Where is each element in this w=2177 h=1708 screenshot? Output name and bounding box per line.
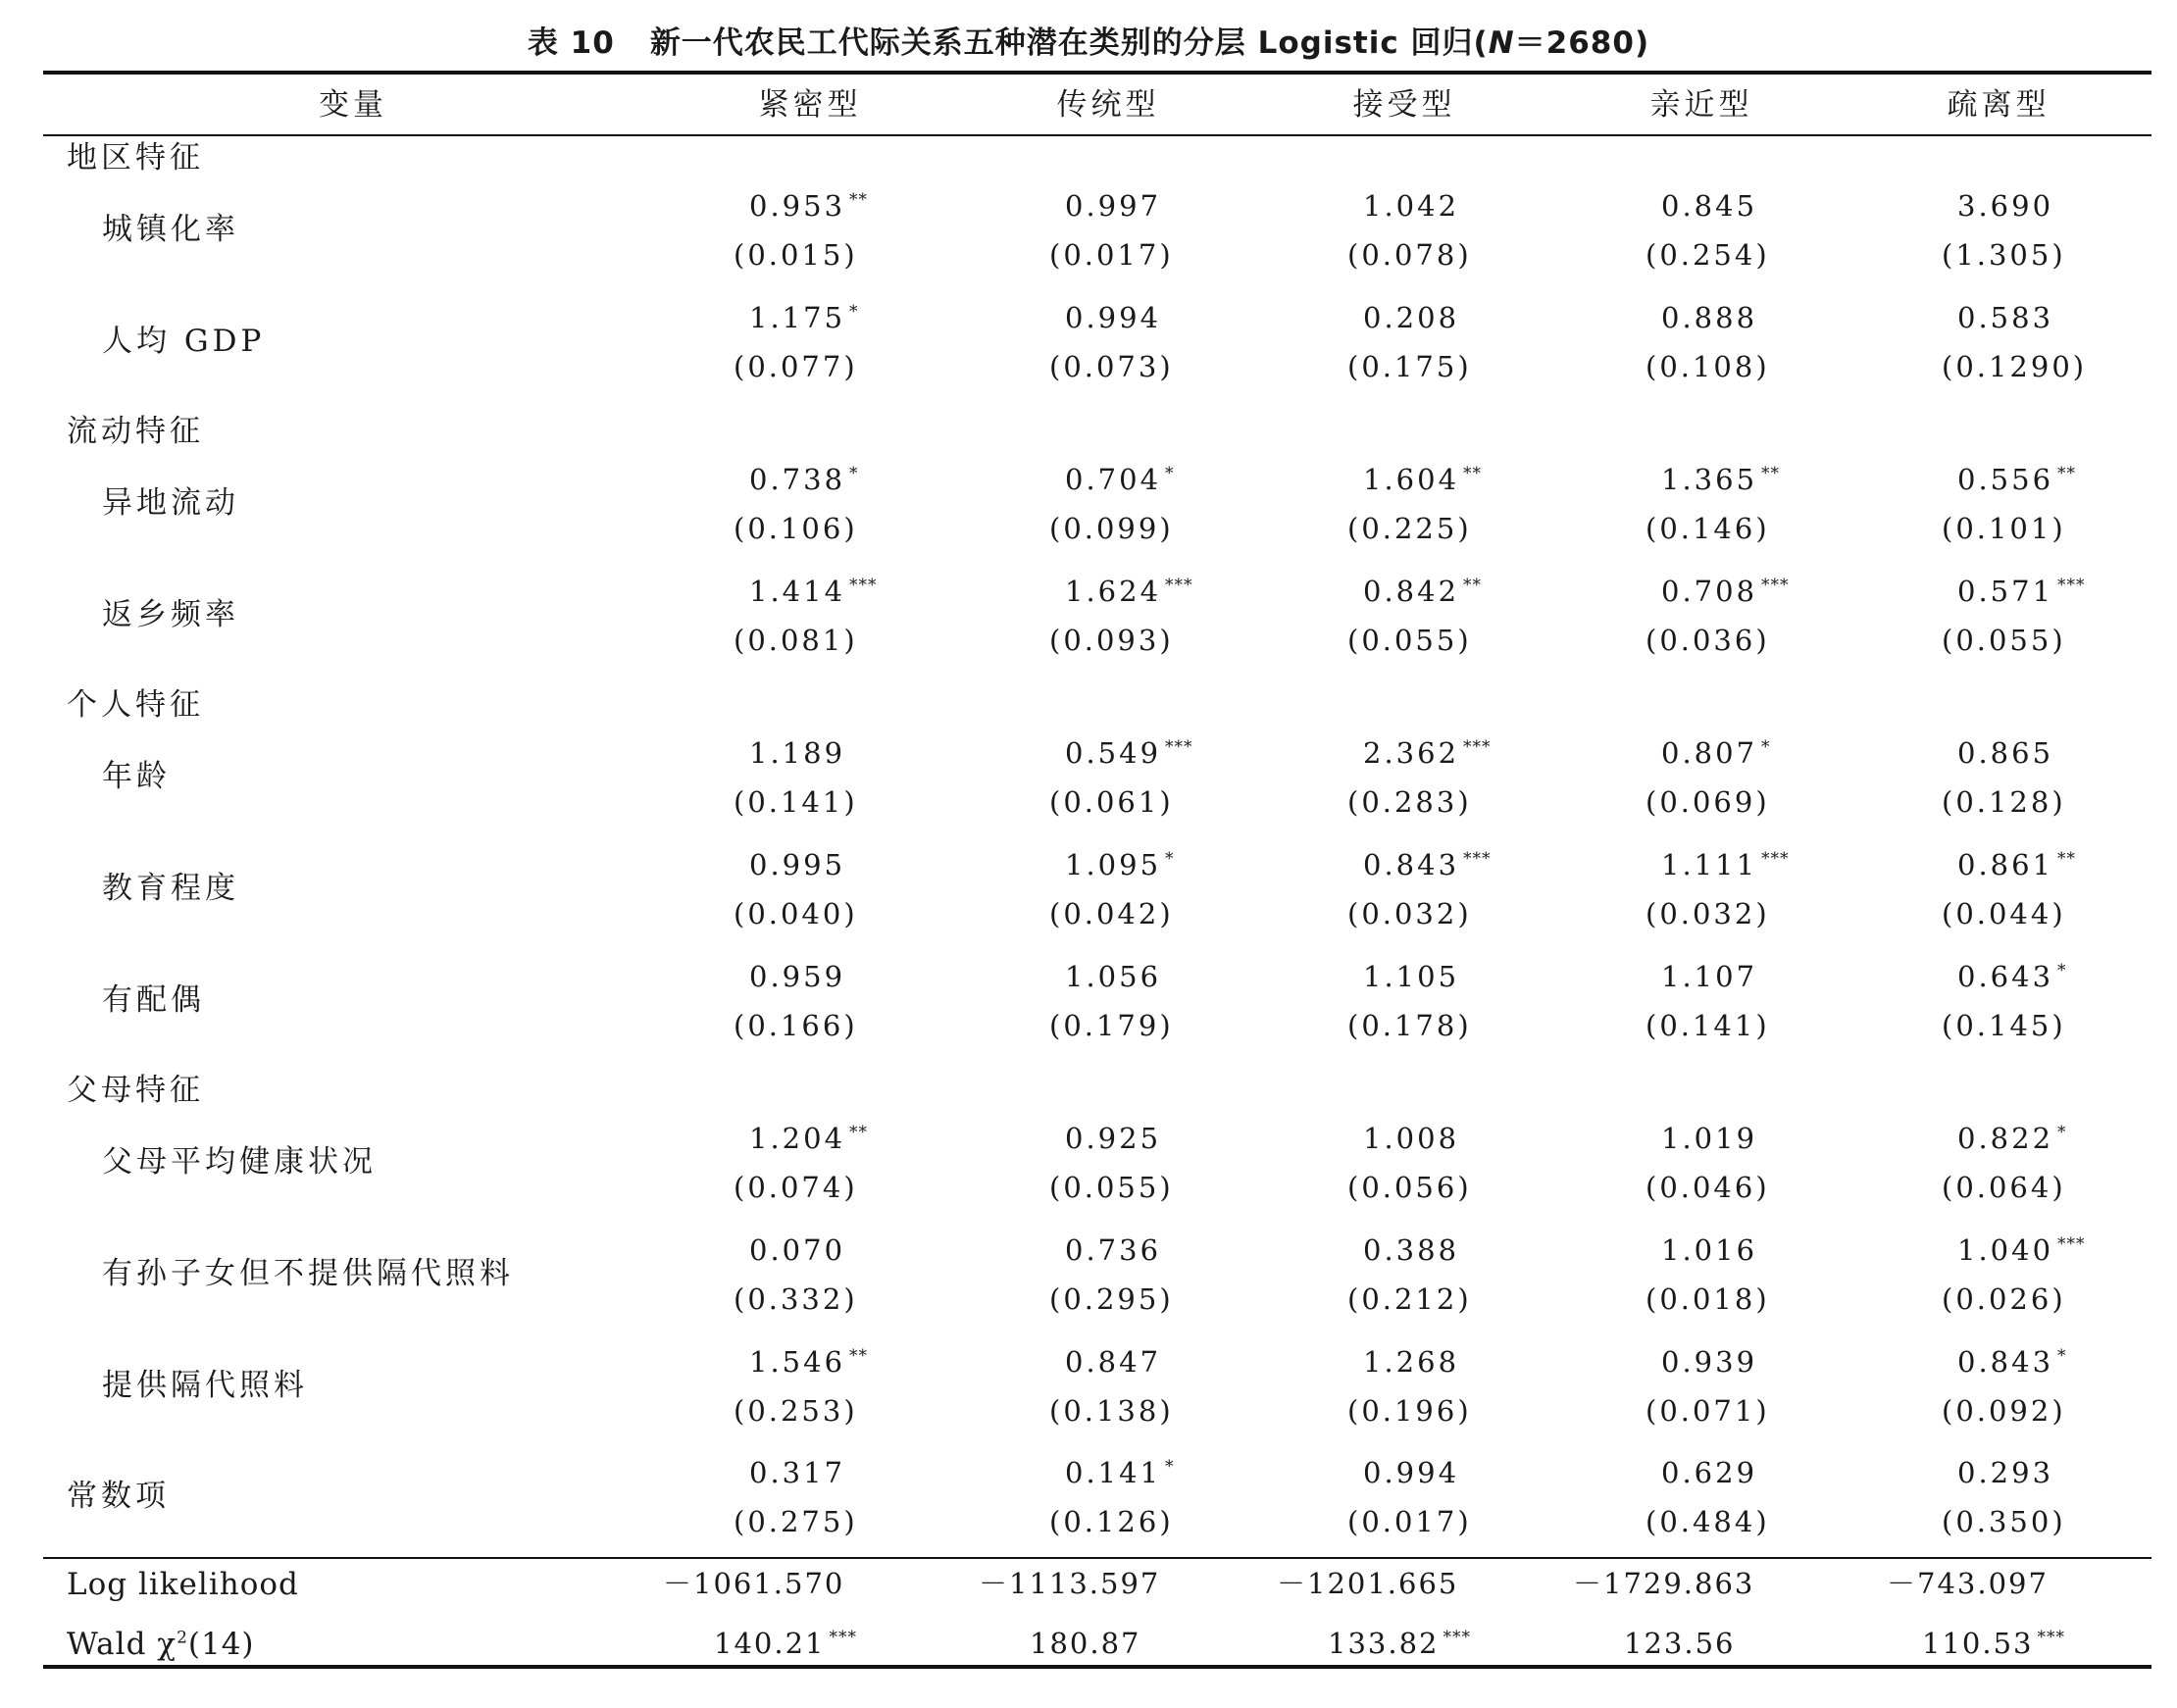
coef-cell xyxy=(1065,1456,1175,1489)
std-error-cell: (0.283) xyxy=(1347,785,1472,819)
section-label: 个人特征 xyxy=(67,687,204,723)
coef-cell xyxy=(1957,463,2077,496)
coefficient-value: 0.704 xyxy=(1065,463,1162,496)
std-error-cell: (0.093) xyxy=(1049,624,1174,657)
coef-cell xyxy=(1661,189,1758,223)
std-error-cell: (0.071) xyxy=(1645,1394,1770,1428)
coef-cell xyxy=(1957,736,2054,770)
significance-stars: * xyxy=(2057,1346,2067,1366)
std-error-cell: (0.099) xyxy=(1049,512,1174,545)
footer-value xyxy=(1573,1567,1755,1600)
coefficient-value: 1.189 xyxy=(749,736,846,770)
footer-label-text: Wald χ xyxy=(67,1627,177,1662)
std-error-cell: (0.042) xyxy=(1049,897,1174,930)
std-error-cell: (0.146) xyxy=(1645,512,1770,545)
coefficient-value: 0.388 xyxy=(1363,1233,1460,1267)
significance-stars: ** xyxy=(1761,464,1781,483)
std-error-cell: (0.040) xyxy=(734,897,858,930)
footer-value xyxy=(663,1567,845,1600)
coefficient-value: 0.997 xyxy=(1065,189,1162,223)
significance-stars: *** xyxy=(1761,849,1790,869)
coef-cell xyxy=(1065,1122,1162,1155)
footer-value xyxy=(714,1627,857,1660)
footer-value-text: 140.21 xyxy=(714,1627,826,1660)
footer-value-text: －1729.863 xyxy=(1573,1567,1755,1600)
coefficient-value: 1.624 xyxy=(1065,575,1162,608)
std-error-cell: (0.141) xyxy=(734,785,858,819)
coef-cell xyxy=(1363,960,1460,993)
significance-stars: * xyxy=(1761,737,1771,757)
std-error-cell: (0.484) xyxy=(1645,1505,1770,1538)
std-error-cell: (0.064) xyxy=(1942,1171,2066,1204)
variable-label: 城镇化率 xyxy=(102,212,239,247)
section-label: 父母特征 xyxy=(67,1073,204,1108)
coef-cell xyxy=(1065,736,1193,770)
footer-rule xyxy=(43,1557,2152,1559)
coefficient-value: 0.708 xyxy=(1661,575,1758,608)
std-error-cell: (0.1290) xyxy=(1942,350,2088,383)
coefficient-value: 1.111 xyxy=(1661,848,1758,881)
coef-cell xyxy=(1363,1456,1460,1489)
coefficient-value: 1.095 xyxy=(1065,848,1162,881)
coefficient-value: 0.822 xyxy=(1957,1122,2054,1155)
significance-stars: *** xyxy=(1463,737,1492,757)
coefficient-value: 1.414 xyxy=(749,575,846,608)
significance-stars: *** xyxy=(2057,1234,2086,1254)
footer-value xyxy=(1277,1567,1459,1600)
significance-stars: *** xyxy=(1443,1628,1471,1647)
column-header-1: 紧密型 xyxy=(758,87,862,123)
significance-stars: ** xyxy=(2057,849,2077,869)
std-error-cell: (0.032) xyxy=(1645,897,1770,930)
std-error-cell: (0.126) xyxy=(1049,1505,1174,1538)
std-error-cell: (0.225) xyxy=(1347,512,1472,545)
std-error-cell: (0.036) xyxy=(1645,624,1770,657)
coefficient-value: 0.959 xyxy=(749,960,846,993)
footer-value-text: 180.87 xyxy=(1030,1627,1141,1660)
significance-stars: * xyxy=(1165,849,1175,869)
significance-stars: * xyxy=(1165,1457,1175,1477)
coefficient-value: 0.843 xyxy=(1957,1345,2054,1379)
std-error-cell: (0.253) xyxy=(734,1394,858,1428)
coef-cell xyxy=(1065,960,1162,993)
coef-cell xyxy=(1957,1456,2054,1489)
coefficient-value: 3.690 xyxy=(1957,189,2054,223)
coefficient-value: 0.293 xyxy=(1957,1456,2054,1489)
coefficient-value: 0.556 xyxy=(1957,463,2054,496)
std-error-cell: (0.055) xyxy=(1942,624,2066,657)
coef-cell xyxy=(1363,1122,1460,1155)
coefficient-value: 0.925 xyxy=(1065,1122,1162,1155)
std-error-cell: (0.046) xyxy=(1645,1171,1770,1204)
footer-value xyxy=(1030,1627,1141,1660)
std-error-cell: (0.092) xyxy=(1942,1394,2066,1428)
coefficient-value: 0.070 xyxy=(749,1233,846,1267)
footer-value-text: －743.097 xyxy=(1887,1567,2049,1600)
std-error-cell: (0.101) xyxy=(1942,512,2066,545)
coef-cell xyxy=(1363,301,1460,334)
significance-stars: *** xyxy=(2057,576,2086,595)
coefficient-value: 0.994 xyxy=(1065,301,1162,334)
coefficient-value: 1.016 xyxy=(1661,1233,1758,1267)
coef-cell xyxy=(1661,736,1771,770)
significance-stars: ** xyxy=(849,190,869,210)
footer-value-text: 133.82 xyxy=(1328,1627,1440,1660)
coef-cell xyxy=(1661,1345,1758,1379)
coef-cell xyxy=(1363,736,1492,770)
table-title: 新一代农民工代际关系五种潜在类别的分层 Logistic 回归 xyxy=(649,25,1474,61)
footer-value xyxy=(1922,1627,2065,1660)
significance-stars: * xyxy=(1165,464,1175,483)
std-error-cell: (0.073) xyxy=(1049,350,1174,383)
significance-stars: *** xyxy=(1761,576,1790,595)
coefficient-value: 0.141 xyxy=(1065,1456,1162,1489)
coef-cell xyxy=(1957,301,2054,334)
coefficient-value: 1.546 xyxy=(749,1345,846,1379)
coef-cell xyxy=(1957,1122,2067,1155)
std-error-cell: (0.018) xyxy=(1645,1282,1770,1316)
significance-stars: *** xyxy=(1165,737,1193,757)
coef-cell xyxy=(749,1456,846,1489)
coef-cell xyxy=(1957,575,2086,608)
header-rule xyxy=(43,134,2152,136)
variable-label: 异地流动 xyxy=(102,485,239,521)
std-error-cell: (0.015) xyxy=(734,238,858,272)
std-error-cell: (0.032) xyxy=(1347,897,1472,930)
variable-label: 提供隔代照料 xyxy=(102,1368,308,1403)
significance-stars: ** xyxy=(1463,576,1483,595)
significance-stars: *** xyxy=(2037,1628,2065,1647)
significance-stars: ** xyxy=(2057,464,2077,483)
coefficient-value: 1.042 xyxy=(1363,189,1460,223)
n-value: ＝2680 xyxy=(1514,25,1635,61)
std-error-cell: (0.056) xyxy=(1347,1171,1472,1204)
std-error-cell: (0.077) xyxy=(734,350,858,383)
std-error-cell: (0.069) xyxy=(1645,785,1770,819)
footer-value xyxy=(1887,1567,2049,1600)
coef-cell xyxy=(1957,1233,2086,1267)
variable-label: 年龄 xyxy=(102,759,171,794)
footer-label-text: Log likelihood xyxy=(67,1567,299,1602)
coef-cell xyxy=(1957,848,2077,881)
std-error-cell: (0.108) xyxy=(1645,350,1770,383)
std-error-cell: (0.128) xyxy=(1942,785,2066,819)
coefficient-value: 0.317 xyxy=(749,1456,846,1489)
footer-value-text: －1201.665 xyxy=(1277,1567,1459,1600)
coef-cell xyxy=(1661,1456,1758,1489)
variable-label: 返乡频率 xyxy=(102,597,239,632)
std-error-cell: (0.212) xyxy=(1347,1282,1472,1316)
coefficient-value: 1.107 xyxy=(1661,960,1758,993)
coef-cell xyxy=(1065,463,1175,496)
footer-value xyxy=(1624,1627,1736,1660)
std-error-cell: (0.350) xyxy=(1942,1505,2066,1538)
coef-cell xyxy=(1065,1233,1162,1267)
std-error-cell: (0.138) xyxy=(1049,1394,1174,1428)
significance-stars: * xyxy=(2057,961,2067,980)
column-header-3: 接受型 xyxy=(1352,87,1456,123)
coef-cell xyxy=(1065,575,1193,608)
variable-label: 人均 GDP xyxy=(102,324,266,359)
footer-value-text: －1113.597 xyxy=(979,1567,1161,1600)
variable-label: 常数项 xyxy=(67,1479,170,1514)
coefficient-value: 0.807 xyxy=(1661,736,1758,770)
std-error-cell: (0.196) xyxy=(1347,1394,1472,1428)
variable-label: 有孙子女但不提供隔代照料 xyxy=(102,1256,514,1291)
std-error-cell: (0.055) xyxy=(1049,1171,1174,1204)
std-error-cell: (0.026) xyxy=(1942,1282,2066,1316)
column-header-2: 传统型 xyxy=(1056,87,1160,123)
std-error-cell: (0.179) xyxy=(1049,1009,1174,1042)
coef-cell xyxy=(1363,575,1483,608)
coef-cell xyxy=(1363,1345,1460,1379)
coef-cell xyxy=(1957,1345,2067,1379)
coef-cell xyxy=(1661,575,1790,608)
variable-label: 有配偶 xyxy=(102,982,205,1018)
footer-label-suffix: (14) xyxy=(187,1627,255,1662)
coef-cell xyxy=(1065,301,1162,334)
bottom-rule xyxy=(43,1665,2152,1669)
coefficient-value: 0.994 xyxy=(1363,1456,1460,1489)
column-header-4: 亲近型 xyxy=(1649,87,1753,123)
section-label: 地区特征 xyxy=(67,140,204,176)
coefficient-value: 2.362 xyxy=(1363,736,1460,770)
coef-cell xyxy=(749,1345,869,1379)
std-error-cell: (0.295) xyxy=(1049,1282,1174,1316)
coefficient-value: 0.583 xyxy=(1957,301,2054,334)
coefficient-value: 1.008 xyxy=(1363,1122,1460,1155)
std-error-cell: (0.017) xyxy=(1347,1505,1472,1538)
coefficient-value: 0.845 xyxy=(1661,189,1758,223)
coef-cell xyxy=(1363,189,1460,223)
coef-cell xyxy=(1661,960,1758,993)
significance-stars: ** xyxy=(1463,464,1483,483)
coefficient-value: 0.643 xyxy=(1957,960,2054,993)
footer-value xyxy=(1328,1627,1471,1660)
footer-value xyxy=(979,1567,1161,1600)
coefficient-value: 0.571 xyxy=(1957,575,2054,608)
coefficient-value: 1.105 xyxy=(1363,960,1460,993)
top-rule xyxy=(43,71,2152,75)
coef-cell xyxy=(749,189,869,223)
std-error-cell: (0.332) xyxy=(734,1282,858,1316)
significance-stars: ** xyxy=(849,1346,869,1366)
coefficient-value: 1.040 xyxy=(1957,1233,2054,1267)
coefficient-value: 0.842 xyxy=(1363,575,1460,608)
significance-stars: * xyxy=(849,464,859,483)
std-error-cell: (0.166) xyxy=(734,1009,858,1042)
std-error-cell: (0.178) xyxy=(1347,1009,1472,1042)
coefficient-value: 1.268 xyxy=(1363,1345,1460,1379)
coefficient-value: 0.888 xyxy=(1661,301,1758,334)
std-error-cell: (0.145) xyxy=(1942,1009,2066,1042)
column-header-variable: 变量 xyxy=(319,87,387,123)
variable-label: 教育程度 xyxy=(102,871,239,906)
std-error-cell: (0.254) xyxy=(1645,238,1770,272)
coefficient-value: 0.843 xyxy=(1363,848,1460,881)
log-likelihood-label xyxy=(67,1567,299,1602)
coef-cell xyxy=(749,960,846,993)
coef-cell xyxy=(1957,189,2054,223)
coefficient-value: 0.939 xyxy=(1661,1345,1758,1379)
coefficient-value: 0.995 xyxy=(749,848,846,881)
significance-stars: ** xyxy=(849,1123,869,1142)
coef-cell xyxy=(749,848,846,881)
coef-cell xyxy=(1363,1233,1460,1267)
coef-cell xyxy=(1363,463,1483,496)
std-error-cell: (1.305) xyxy=(1942,238,2066,272)
significance-stars: *** xyxy=(1463,849,1492,869)
significance-stars: *** xyxy=(849,576,878,595)
column-header-5: 疏离型 xyxy=(1947,87,2050,123)
coef-cell xyxy=(749,463,859,496)
coefficient-value: 0.847 xyxy=(1065,1345,1162,1379)
coef-cell xyxy=(1957,960,2067,993)
table-caption: 表 10 新一代农民工代际关系五种潜在类别的分层 Logistic 回归(N＝2680) xyxy=(527,25,1650,61)
coefficient-value: 0.865 xyxy=(1957,736,2054,770)
table-number: 表 10 xyxy=(527,25,615,61)
variable-label: 父母平均健康状况 xyxy=(102,1144,377,1180)
coef-cell xyxy=(1661,1233,1758,1267)
significance-stars: * xyxy=(2057,1123,2067,1142)
coef-cell xyxy=(1661,1122,1758,1155)
std-error-cell: (0.017) xyxy=(1049,238,1174,272)
std-error-cell: (0.081) xyxy=(734,624,858,657)
coefficient-value: 0.953 xyxy=(749,189,846,223)
footer-value-text: －1061.570 xyxy=(663,1567,845,1600)
coefficient-value: 0.208 xyxy=(1363,301,1460,334)
coefficient-value: 1.019 xyxy=(1661,1122,1758,1155)
coefficient-value: 0.738 xyxy=(749,463,846,496)
coefficient-value: 0.629 xyxy=(1661,1456,1758,1489)
coefficient-value: 0.736 xyxy=(1065,1233,1162,1267)
std-error-cell: (0.106) xyxy=(734,512,858,545)
coefficient-value: 0.549 xyxy=(1065,736,1162,770)
footer-value-text: 123.56 xyxy=(1624,1627,1736,1660)
wald-chi2-label xyxy=(67,1627,255,1662)
section-label: 流动特征 xyxy=(67,414,204,449)
coef-cell xyxy=(1065,1345,1162,1379)
coef-cell xyxy=(749,1233,846,1267)
n-label: N xyxy=(1488,25,1515,61)
coef-cell xyxy=(1065,189,1162,223)
significance-stars: *** xyxy=(829,1628,857,1647)
coefficient-value: 0.861 xyxy=(1957,848,2054,881)
coef-cell xyxy=(749,1122,869,1155)
std-error-cell: (0.061) xyxy=(1049,785,1174,819)
coefficient-value: 1.365 xyxy=(1661,463,1758,496)
coef-cell xyxy=(749,736,846,770)
superscript: 2 xyxy=(177,1628,188,1648)
coef-cell xyxy=(1661,848,1790,881)
significance-stars: * xyxy=(849,302,859,322)
coef-cell xyxy=(1363,848,1492,881)
std-error-cell: (0.141) xyxy=(1645,1009,1770,1042)
coefficient-value: 1.204 xyxy=(749,1122,846,1155)
coefficient-value: 1.175 xyxy=(749,301,846,334)
std-error-cell: (0.175) xyxy=(1347,350,1472,383)
coef-cell xyxy=(1065,848,1175,881)
footer-value-text: 110.53 xyxy=(1922,1627,2034,1660)
std-error-cell: (0.044) xyxy=(1942,897,2066,930)
std-error-cell: (0.275) xyxy=(734,1505,858,1538)
coefficient-value: 1.056 xyxy=(1065,960,1162,993)
std-error-cell: (0.055) xyxy=(1347,624,1472,657)
std-error-cell: (0.078) xyxy=(1347,238,1472,272)
coef-cell xyxy=(1661,463,1781,496)
std-error-cell: (0.074) xyxy=(734,1171,858,1204)
coefficient-value: 1.604 xyxy=(1363,463,1460,496)
coef-cell xyxy=(749,301,859,334)
significance-stars: *** xyxy=(1165,576,1193,595)
coef-cell xyxy=(749,575,878,608)
coef-cell xyxy=(1661,301,1758,334)
